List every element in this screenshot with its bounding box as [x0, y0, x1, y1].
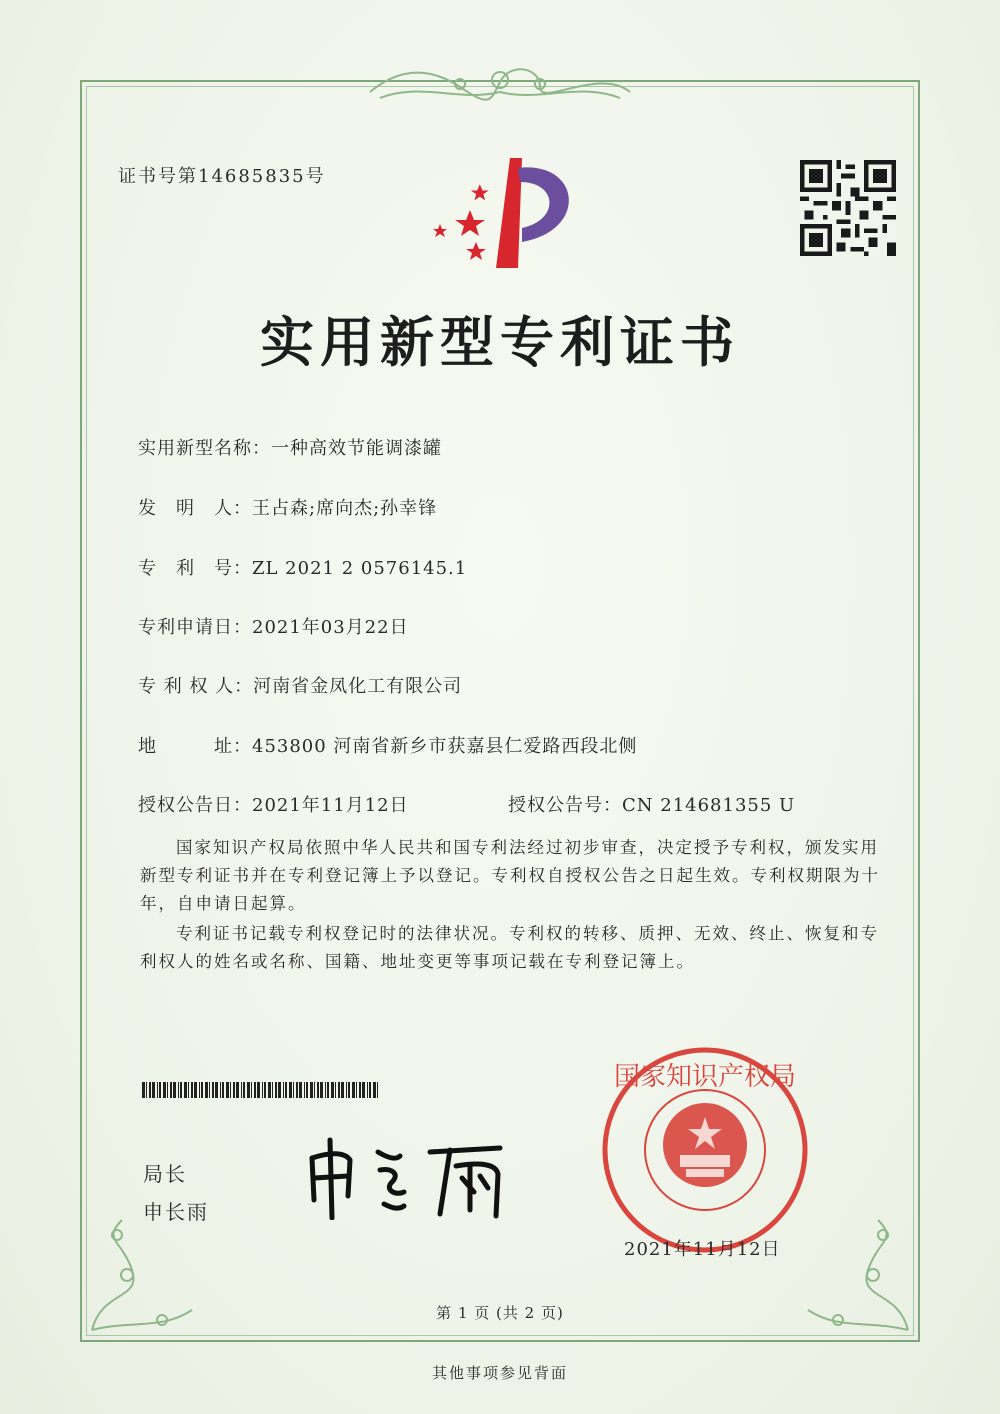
seal-date: 2021年11月12日: [624, 1239, 781, 1260]
barcode-icon: [142, 1082, 382, 1098]
field-label: 地 址：: [138, 736, 252, 757]
field-value: 一种高效节能调漆罐: [271, 438, 442, 459]
field-label: 授权公告号：: [508, 795, 622, 816]
field-label: 专 利 号：: [138, 558, 252, 579]
official-seal-icon: [600, 1045, 810, 1255]
certificate-title: 实用新型专利证书: [260, 310, 740, 374]
director-name: 申长雨: [143, 1200, 209, 1224]
field-utility-model-name: [138, 434, 442, 460]
top-ornament-icon: [360, 62, 640, 108]
statement-paragraph-2: 专利证书记载专利权登记时的法律状况。专利权的转移、质押、无效、终止、恢复和专利权人的姓名或名称、国籍、地址变更等事项记载在专利登记簿上。: [140, 924, 879, 971]
field-value: ZL 2021 2 0576145.1: [252, 558, 468, 579]
field-grant-number: [508, 791, 795, 817]
page-number: 第 1 页 (共 2 页): [436, 1304, 564, 1322]
field-label: 授权公告日：: [138, 795, 252, 816]
field-value: 2021年03月22日: [252, 617, 409, 638]
field-label: 专 利 权 人：: [138, 676, 254, 697]
director-title: 局长: [143, 1162, 187, 1186]
field-inventor: [138, 494, 437, 520]
field-value: 河南省金凤化工有限公司: [253, 676, 463, 697]
field-grant-date: [138, 791, 409, 817]
field-value: 王占森;席向杰;孙幸锋: [252, 498, 438, 519]
field-label: 发 明 人：: [138, 498, 252, 519]
certificate-number: 证书号第14685835号: [118, 166, 326, 187]
field-filing-date: [138, 613, 409, 639]
field-value: 2021年11月12日: [252, 795, 409, 816]
signature-icon: [300, 1130, 520, 1220]
footer-note: 其他事项参见背面: [431, 1364, 568, 1382]
qr-code-icon: [800, 160, 896, 256]
field-patent-number: [138, 554, 467, 580]
field-address: [138, 732, 637, 758]
statement-paragraph-1: 国家知识产权局依照中华人民共和国专利法经过初步审查，决定授予专利权，颁发实用新型专利证书并在专利登记簿上予以登记。专利权自授权公告之日起生效。专利权期限为十年，自申请日起算。: [140, 838, 880, 913]
field-label: 实用新型名称：: [138, 438, 271, 459]
seal-text: 国家知识产权局: [613, 1062, 797, 1092]
field-label: 专利申请日：: [138, 617, 252, 638]
field-value: 453800 河南省新乡市获嘉县仁爱路西段北侧: [252, 736, 638, 757]
field-patentee: [138, 672, 462, 698]
field-value: CN 214681355 U: [622, 795, 796, 816]
cnipa-logo-icon: [430, 150, 590, 280]
